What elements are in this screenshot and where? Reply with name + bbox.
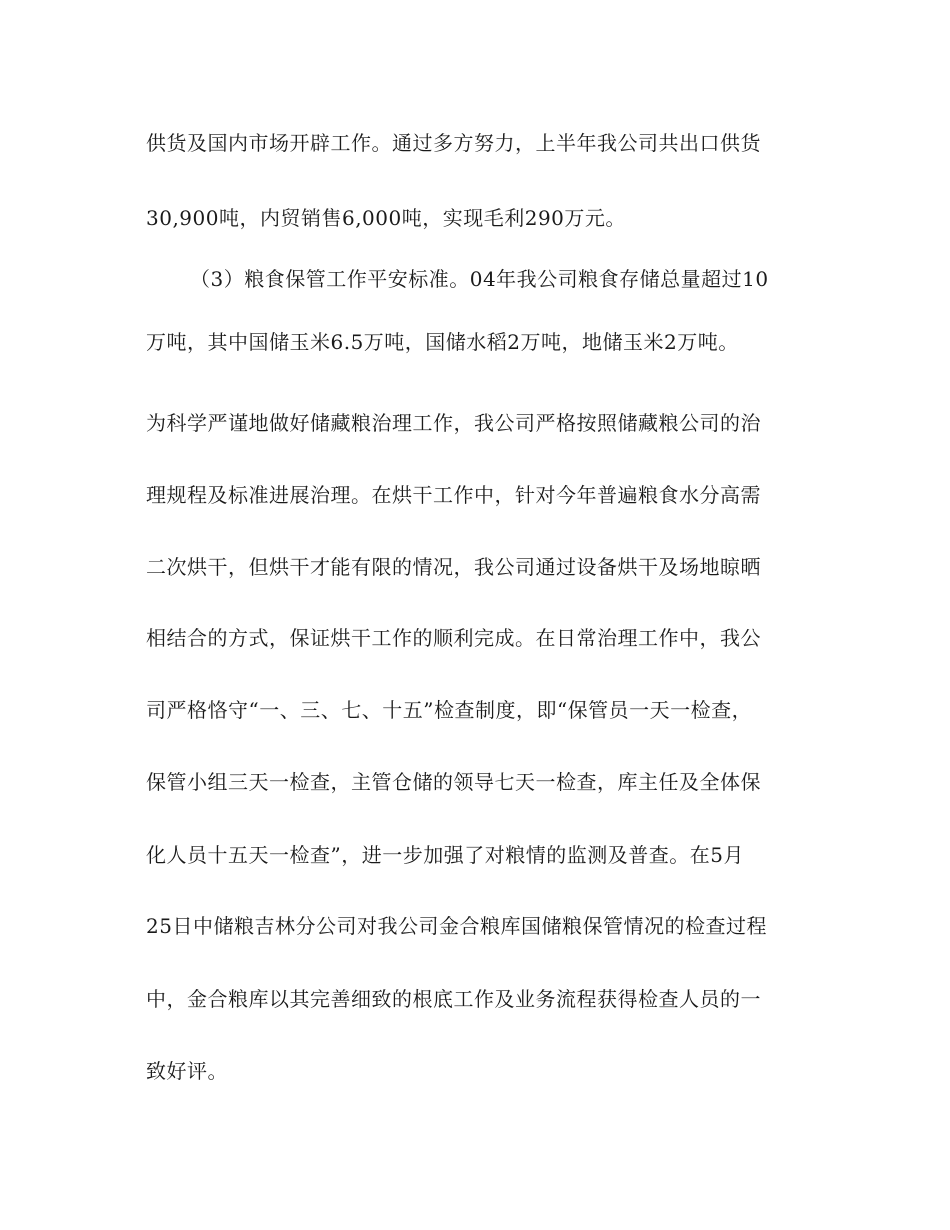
- paragraph-line: 万吨，其中国储玉米6.5万吨，国储水稻2万吨，地储玉米2万吨。: [146, 330, 739, 354]
- paragraph-line: 为科学严谨地做好储藏粮治理工作，我公司严格按照储藏粮公司的治: [146, 411, 761, 435]
- paragraph-line: 司严格恪守“一、三、七、十五”检查制度，即“保管员一天一检查，: [146, 698, 753, 722]
- paragraph-line: 保管小组三天一检查，主管仓储的领导七天一检查，库主任及全体保: [146, 770, 761, 794]
- paragraph-line: 二次烘干，但烘干才能有限的情况，我公司通过设备烘干及场地晾晒: [146, 555, 761, 579]
- paragraph-line: 供货及国内市场开辟工作。通过多方努力，上半年我公司共出口供货: [146, 131, 761, 155]
- paragraph-line: 相结合的方式，保证烘干工作的顺利完成。在日常治理工作中，我公: [146, 626, 761, 650]
- paragraph-line: 理规程及标准进展治理。在烘干工作中，针对今年普遍粮食水分高需: [146, 483, 761, 507]
- paragraph-line: 化人员十五天一检查”，进一步加强了对粮情的监测及普查。在5月: [146, 843, 744, 867]
- paragraph-line: 30,900吨，内贸销售6,000吨，实现毛利290万元。: [146, 206, 626, 230]
- paragraph-line: （3）粮食保管工作平安标准。04年我公司粮食存储总量超过10: [190, 267, 769, 291]
- paragraph-line: 中，金合粮库以其完善细致的根底工作及业务流程获得检查人员的一: [146, 987, 761, 1011]
- paragraph-line: 25日中储粮吉林分公司对我公司金合粮库国储粮保管情况的检查过程: [146, 914, 767, 938]
- paragraph-line: 致好评。: [146, 1059, 228, 1083]
